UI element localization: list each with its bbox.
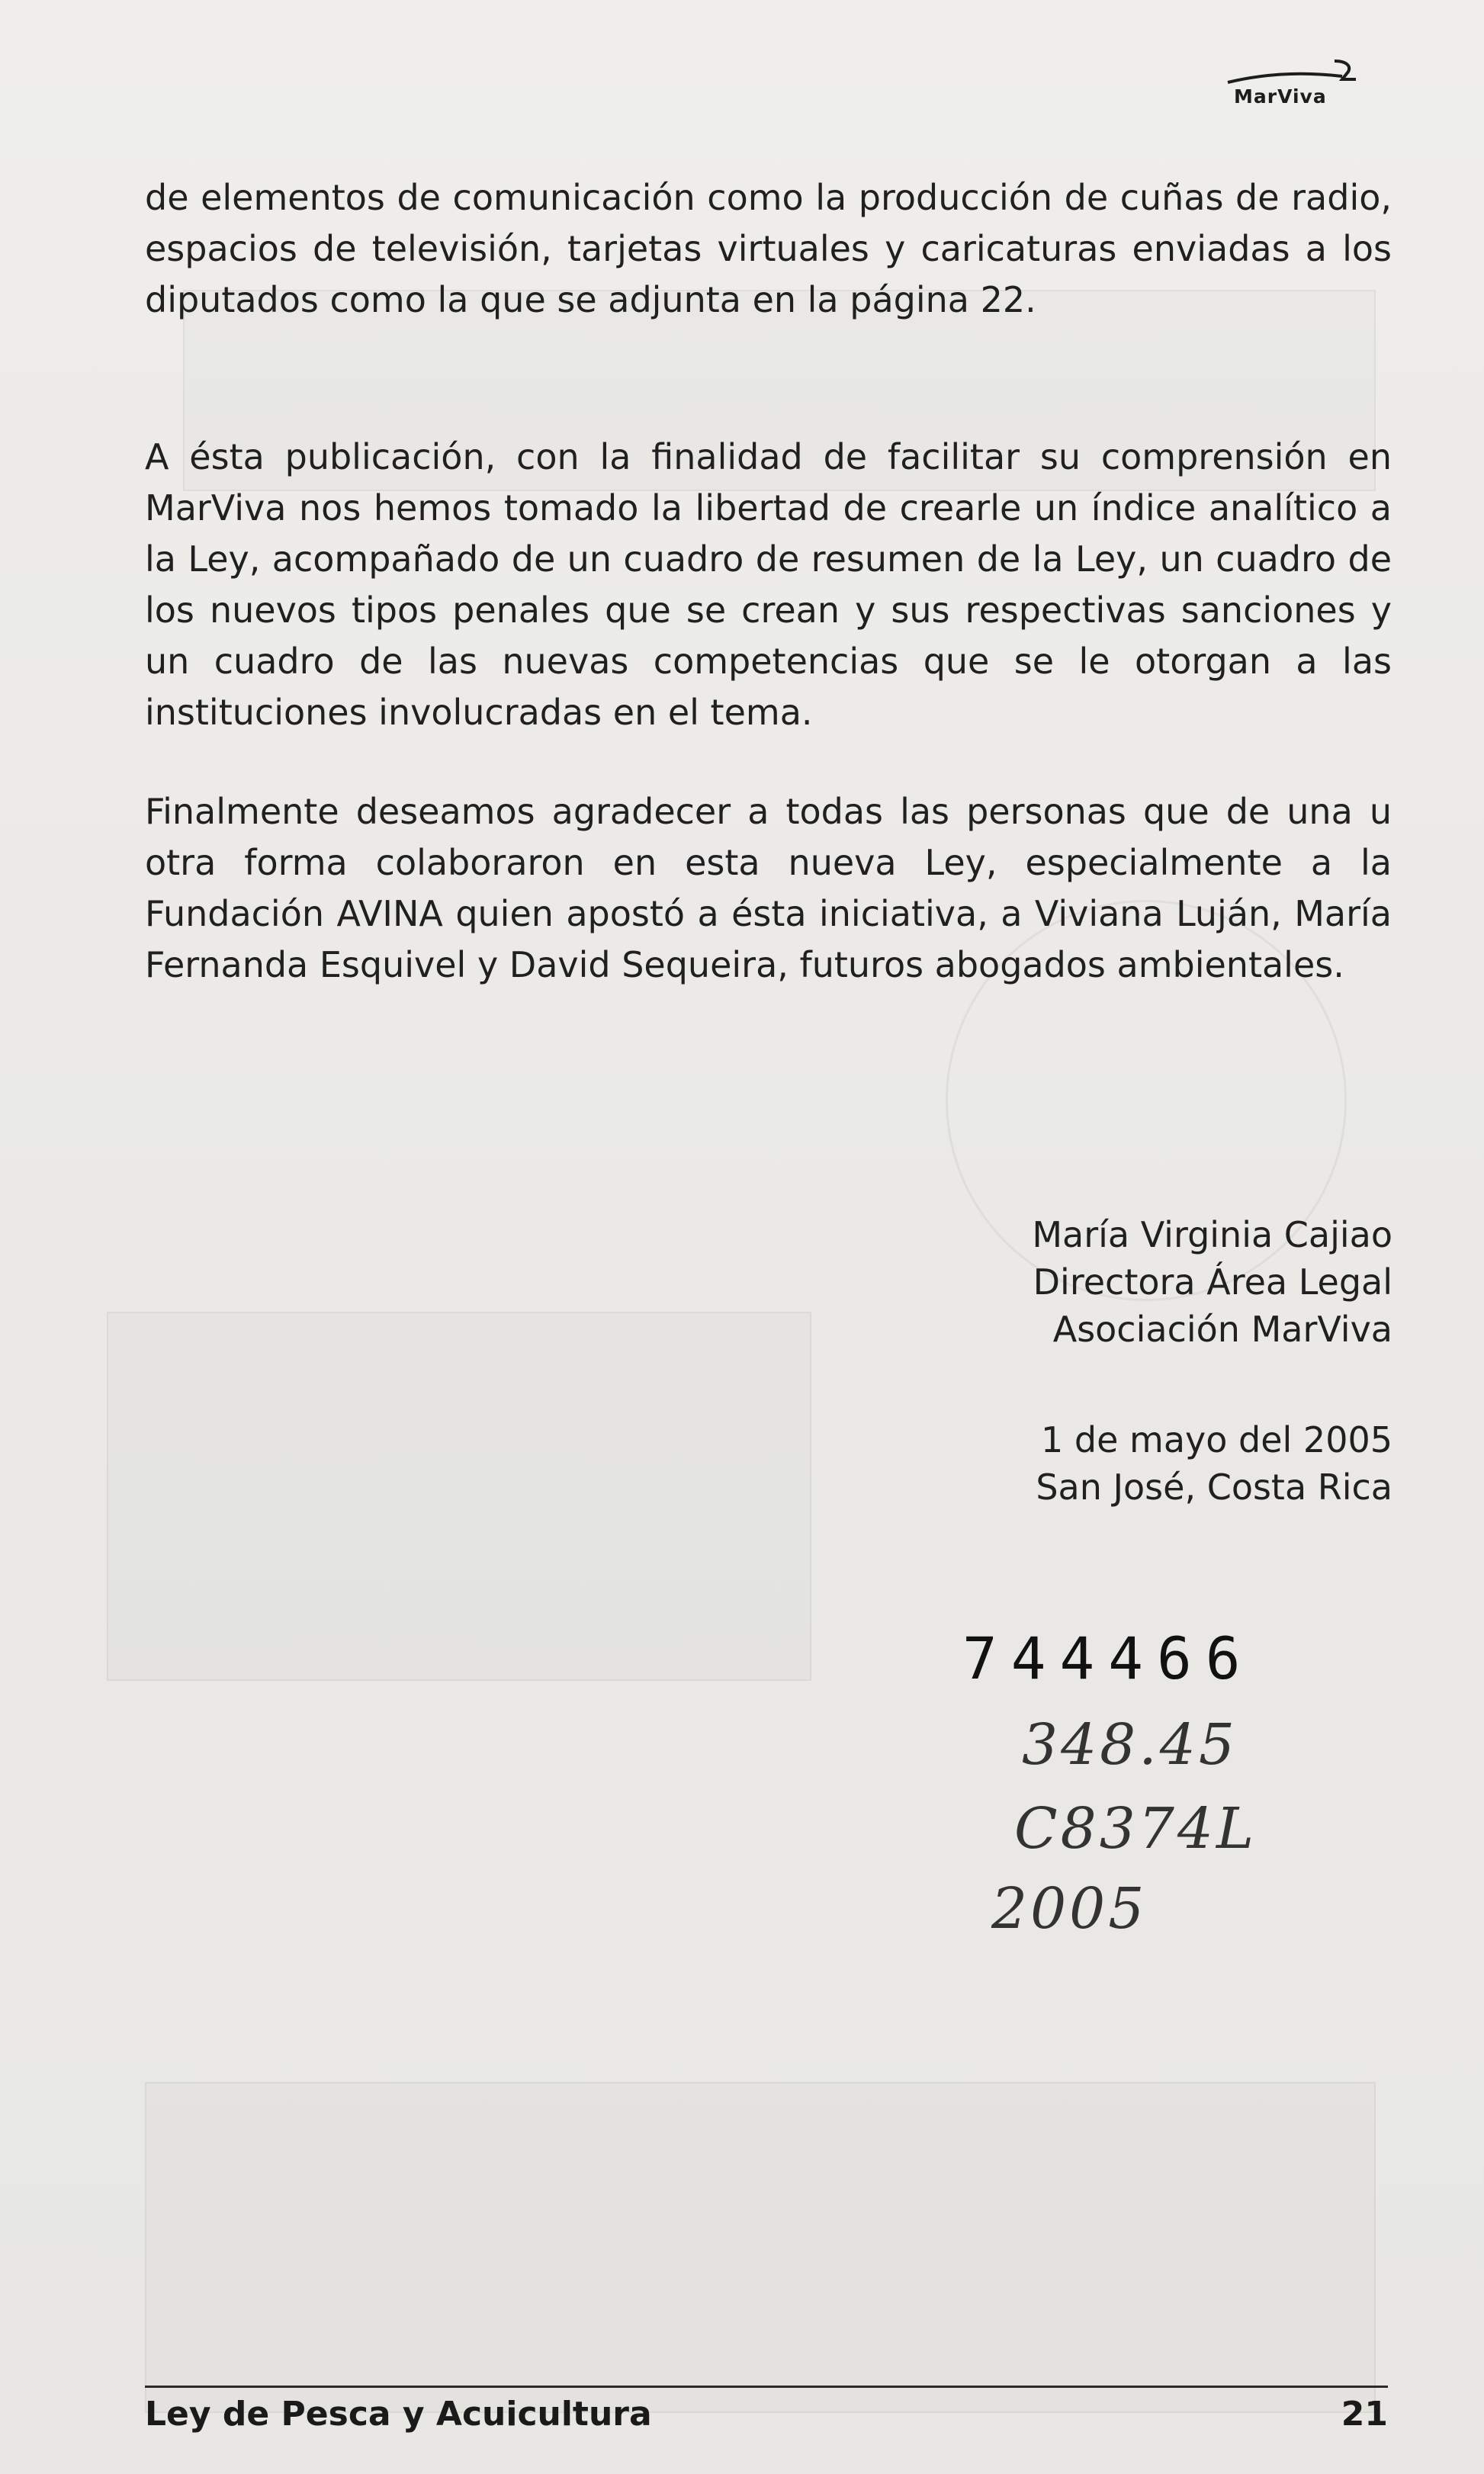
signature-block xyxy=(1032,1211,1392,1353)
footer-title: Ley de Pesca y Acuicultura xyxy=(145,2395,652,2434)
footer-rule xyxy=(145,2386,1388,2388)
paragraph-2: A ésta publicación, con la finalidad de facilitar su comprensión en MarViva nos hemos tomado la libertad de crearle un índice analítico a la Ley, acompañado de un cuadro de resumen de la Ley, un cuadro de los nuevos tipos penales que se crean y sus respectivas sanciones y un cuadro de las nuevas competencias que se le otorgan a las instituciones involucradas en el tema. xyxy=(145,436,1392,733)
logo-text: MarViva xyxy=(1234,85,1327,108)
dateline xyxy=(1036,1416,1392,1511)
marviva-logo xyxy=(1220,46,1373,114)
bleed-through-block xyxy=(107,1312,811,1681)
call-number-line-2: C8374L xyxy=(1014,1796,1258,1862)
wave-icon xyxy=(1220,46,1373,92)
call-number-line-3: 2005 xyxy=(991,1876,1148,1942)
place: San José, Costa Rica xyxy=(1036,1467,1392,1508)
accession-number: 744466 xyxy=(962,1624,1254,1692)
date: 1 de mayo del 2005 xyxy=(1041,1419,1392,1460)
call-number-line-1: 348.45 xyxy=(1022,1712,1238,1778)
paragraph-1: de elementos de comunicación como la producción de cuñas de radio, espacios de televisión, tarjetas virtuales y caricaturas enviadas a los diputados como la que se adjunta en la página 22. xyxy=(145,177,1392,320)
page-number: 21 xyxy=(1341,2395,1388,2434)
signer-name: María Virginia Cajiao xyxy=(1032,1214,1392,1255)
signer-title: Directora Área Legal xyxy=(1033,1261,1392,1303)
paragraph-3: Finalmente deseamos agradecer a todas las personas que de una u otra forma colaboraron en esta nueva Ley, especialmente a la Fundación AVINA quien apostó a ésta iniciativa, a Viviana Luján, María Fernanda Esquivel y David Sequeira, futuros abogados ambientales. xyxy=(145,791,1392,985)
signer-organization: Asociación MarViva xyxy=(1052,1309,1392,1350)
bleed-through-block xyxy=(145,2082,1376,2413)
